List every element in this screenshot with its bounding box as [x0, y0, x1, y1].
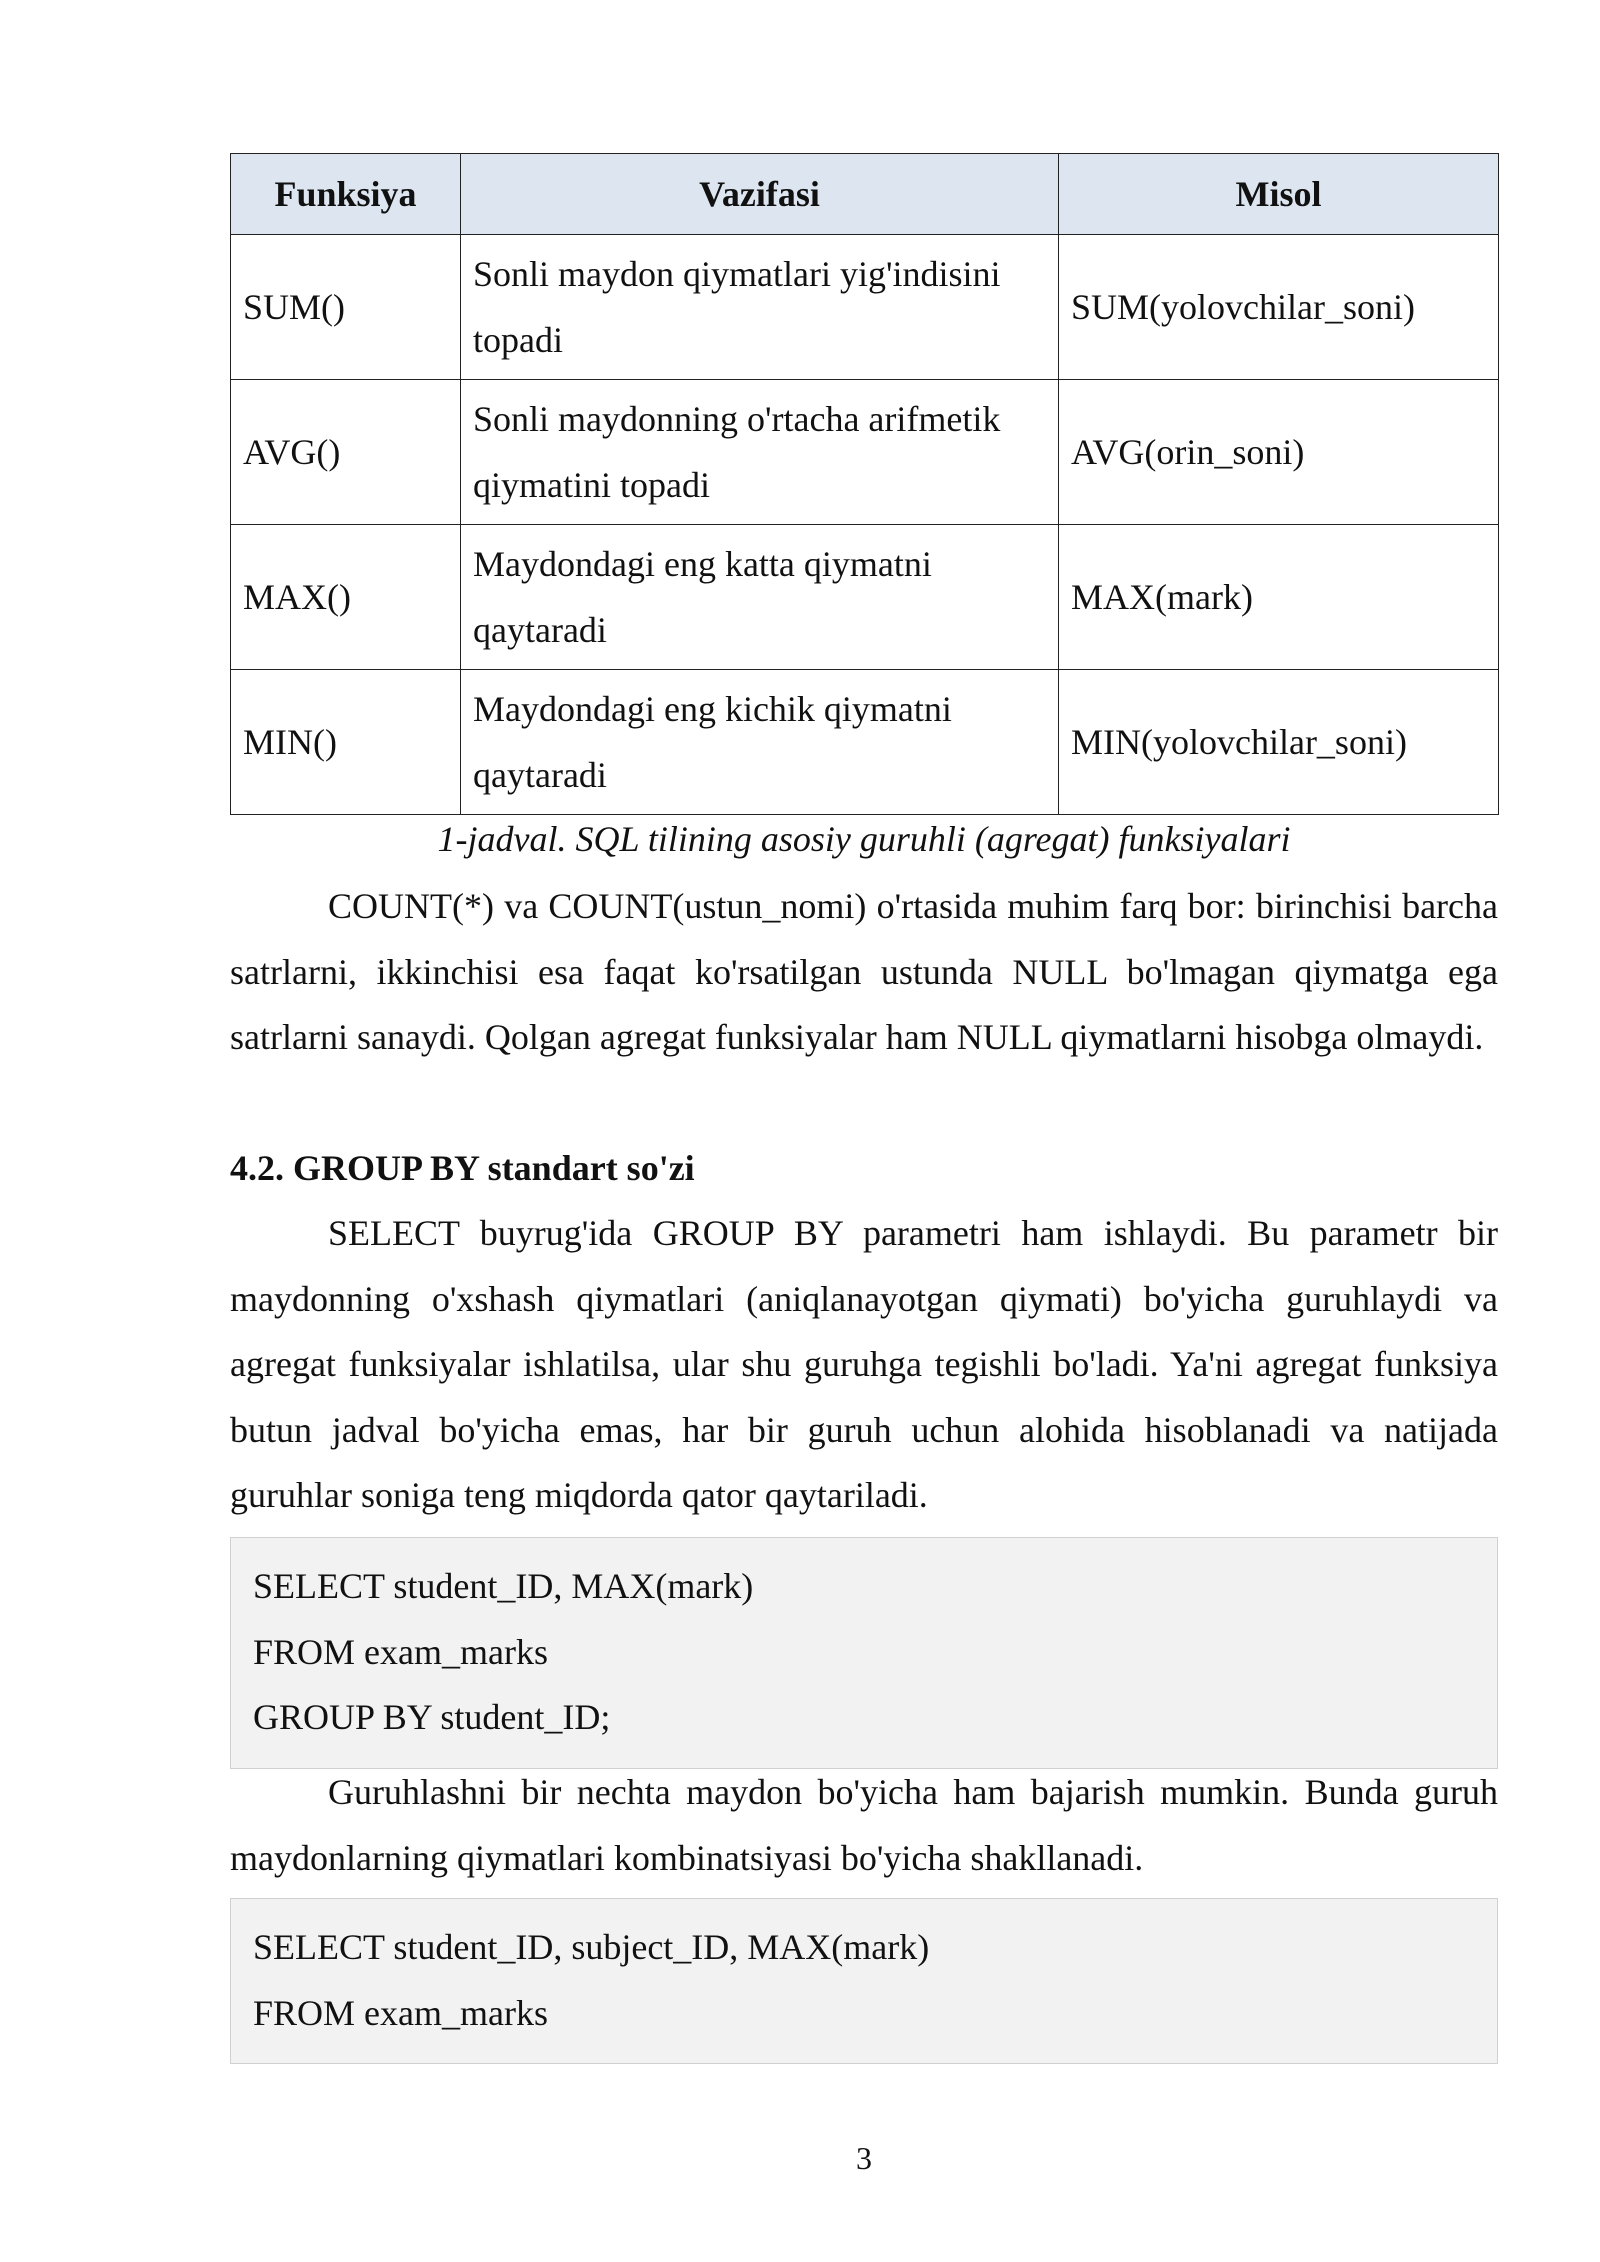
- code-line: SELECT student_ID, MAX(mark): [253, 1566, 754, 1606]
- cell-function: AVG(): [231, 380, 461, 525]
- code-block-group-by: [230, 1537, 1498, 1769]
- cell-function: SUM(): [231, 235, 461, 380]
- cell-description: Maydondagi eng katta qiymatni qaytaradi: [461, 525, 1059, 670]
- code-line: FROM exam_marks: [253, 1631, 548, 1672]
- cell-description: Sonli maydon qiymatlari yig'indisini topadi: [461, 235, 1059, 380]
- table-row: [231, 235, 1499, 380]
- paragraph-group-by: SELECT buyrug'ida GROUP BY parametri ham ishlaydi. Bu parametr bir maydonning o'xshash qiymatlari (aniqlanayotgan qiymati) bo'yicha guruhlaydi va agregat funksiyalar ishlatilsa, ular shu guruhga tegishli bo'ladi. Ya'ni agregat funksiya butun jadval bo'yicha emas, har bir guruh uchun alohida hisoblanadi va natijada guruhlar soniga teng miqdorda qator qaytariladi.: [230, 1213, 1498, 1515]
- header-misol: Misol: [1059, 154, 1499, 235]
- cell-example: MAX(mark): [1059, 525, 1499, 670]
- cell-example: SUM(yolovchilar_soni): [1059, 235, 1499, 380]
- paragraph-count-difference: COUNT(*) va COUNT(ustun_nomi) o'rtasida muhim farq bor: birinchisi barcha satrlarni, ikkinchisi esa faqat ko'rsatilgan ustunda NULL bo'lmagan qiymatga ega satrlarni sanaydi. Qolgan agregat funksiyalar ham NULL qiymatlarni hisobga olmaydi.: [230, 886, 1498, 1057]
- cell-function: MAX(): [231, 525, 461, 670]
- cell-example: AVG(orin_soni): [1059, 380, 1499, 525]
- table-row: [231, 380, 1499, 525]
- table-caption: 1-jadval. SQL tilining asosiy guruhli (agregat) funksiyalari: [437, 819, 1291, 859]
- cell-description: Maydondagi eng kichik qiymatni qaytaradi: [461, 670, 1059, 815]
- paragraph-multi-group: Guruhlashni bir nechta maydon bo'yicha ham bajarish mumkin. Bunda guruh maydonlarning qiymatlari kombinatsiyasi bo'yicha shakllanadi.: [230, 1772, 1498, 1878]
- code-block-multi-group: [230, 1898, 1498, 2064]
- code-line: FROM exam_marks: [253, 1992, 548, 2033]
- section-heading: 4.2. GROUP BY standart so'zi: [230, 1148, 695, 1188]
- cell-example: MIN(yolovchilar_soni): [1059, 670, 1499, 815]
- table-row: [231, 670, 1499, 815]
- table-header-row: [231, 154, 1499, 235]
- page-number: 3: [856, 2140, 872, 2176]
- code-line: SELECT student_ID, subject_ID, MAX(mark): [253, 1927, 930, 1967]
- cell-description: Sonli maydonning o'rtacha arifmetik qiymatini topadi: [461, 380, 1059, 525]
- code-line: GROUP BY student_ID;: [253, 1697, 611, 1737]
- cell-function: MIN(): [231, 670, 461, 815]
- table-row: [231, 525, 1499, 670]
- header-vazifasi: Vazifasi: [461, 154, 1059, 235]
- aggregate-functions-table: [230, 153, 1499, 815]
- header-funksiya: Funksiya: [231, 154, 461, 235]
